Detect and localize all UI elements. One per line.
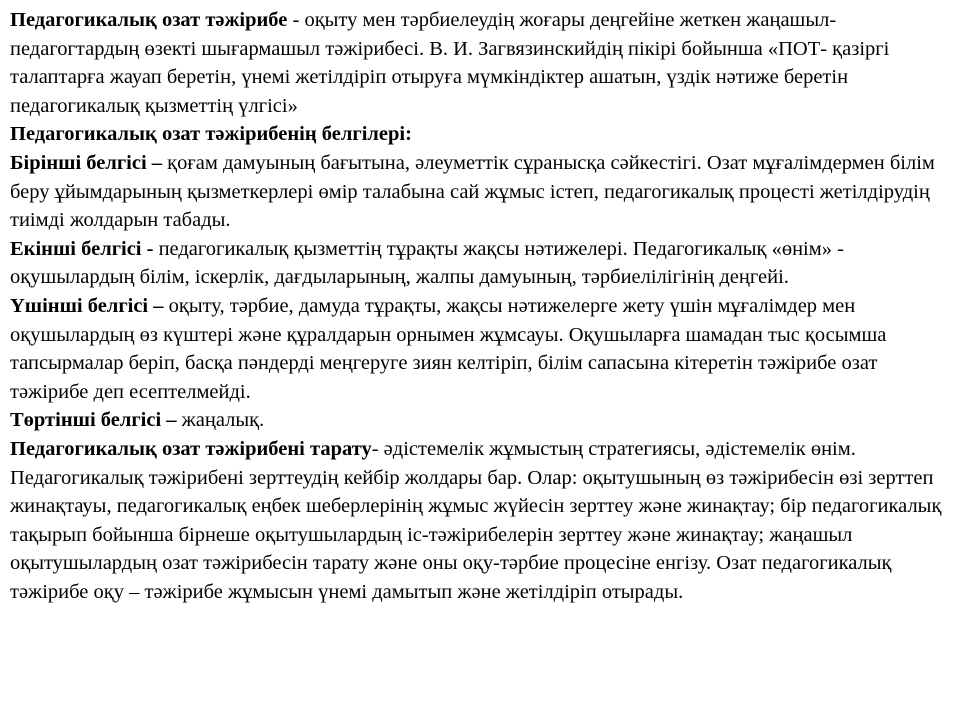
term-first-feature: Бірінші белгісі – <box>10 151 163 174</box>
paragraph-text: қоғам дамуының бағытына, әлеуметтік сұранысқа сәйкестігі. Озат мұғалімдермен білім беру ұйымдарының қызметкерлері өмір талабына сай жұмыс істеп, педагогикалық процесті жетілдірудің тиімді жолдарын табады. <box>10 151 935 232</box>
paragraph-dissemination <box>10 435 950 607</box>
features-heading: Педагогикалық озат тәжірибенің белгілері: <box>10 123 412 146</box>
paragraph-fourth-feature <box>10 406 950 435</box>
paragraph-definition <box>10 6 950 120</box>
term-dissemination: Педагогикалық озат тәжірибені тарату <box>10 437 372 460</box>
paragraph-text: оқыту, тәрбие, дамуда тұрақты, жақсы нәтижелерге жету үшін мұғалімдер мен оқушылардың өз күштері және құралдарын орнымен жұмсауы. Оқушыларға шамадан тыс қосымша тапсырмалар беріп, басқа пәндерді меңгеруге зиян келтіріп, білім сапасына кітеретін тәжірибе озат тәжірибе деп есептелмейді. <box>10 294 887 403</box>
paragraph-text: педагогикалық қызметтің тұрақты жақсы нәтижелері. Педагогикалық «өнім» - оқушылардың білім, іскерлік, дағдыларының, жалпы дамуының, тәрбиелілігінің деңгейі. <box>10 237 844 289</box>
paragraph-features-heading <box>10 120 950 149</box>
term-pedagogical-best-practice: Педагогикалық озат тәжірибе <box>10 9 288 31</box>
term-second-feature: Екінші белгісі - <box>10 237 154 260</box>
paragraph-third-feature <box>10 292 950 406</box>
slide-text-body <box>10 6 950 606</box>
paragraph-second-feature <box>10 235 950 292</box>
paragraph-text: жаңалық. <box>176 409 265 432</box>
paragraph-text: - оқыту мен тәрбиелеудің жоғары деңгейіне жеткен жаңашыл-педагогтардың өзекті шығармашыл тәжірибесі. В. И. Загвязинскийдің пікірі бойынша «ПОТ- қазіргі талаптарға жауап беретін, үнемі жетілдіріп отыруға мүмкіндіктер ашатын, үздік нәтиже беретін педагогикалық қызметтің үлгісі» <box>10 9 890 117</box>
paragraph-text: - әдістемелік жұмыстың стратегиясы, әдістемелік өнім. Педагогикалық тәжірибені зерттеудің кейбір жолдары бар. Олар: оқытушының өз тәжірибесін өзі зерттеп жинақтауы, педагогикалық еңбек шеберлерінің жұмыс жүйесін зерттеу және жинақтау; бір педагогикалық тақырып бойынша бірнеше оқытушылардың іс-тәжірибелерін зерттеу және жинақтау; жаңашыл оқытушылардың озат тәжірибесін тарату және оны оқу-тәрбие процесіне енгізу. Озат педагогикалық тәжірибе оқу – тәжірибе жұмысын үнемі дамытып және жетілдіріп отырады. <box>10 437 942 603</box>
paragraph-first-feature <box>10 149 950 235</box>
term-fourth-feature: Төртінші белгісі – <box>10 409 177 432</box>
term-third-feature: Үшінші белгісі – <box>10 294 164 317</box>
